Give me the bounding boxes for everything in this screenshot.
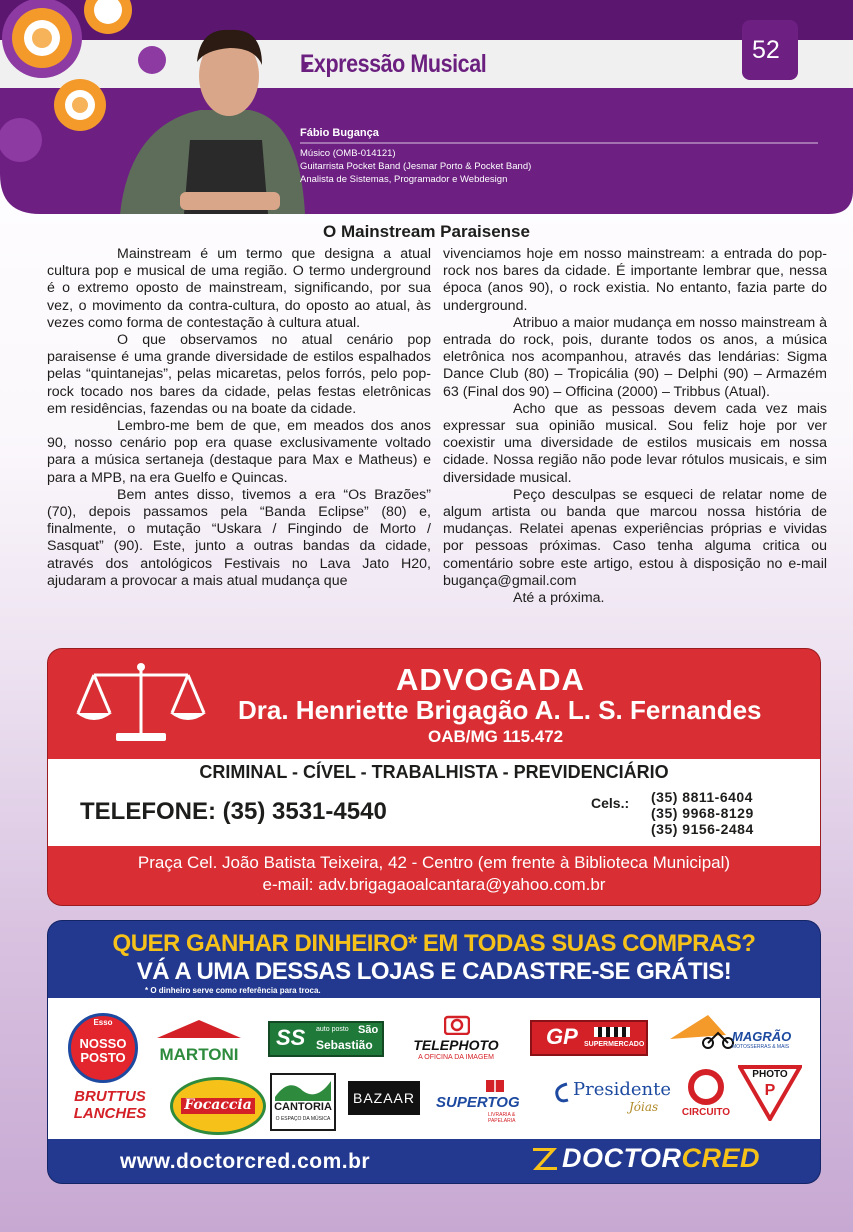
brand-part: DOCTOR [562, 1143, 682, 1173]
cell-number: (35) 9968-8129 [651, 805, 754, 821]
logo-text: Presidente [573, 1079, 672, 1100]
ad-title: ADVOGADA [396, 662, 585, 697]
logo-text: CANTORIA [274, 1101, 332, 1113]
circuito-logo [678, 1067, 734, 1123]
logo-text: LANCHES [73, 1105, 147, 1122]
paragraph: Atribuo a maior mudança em nosso mainstream à entrada do rock, pois, durante todos os anos, a música eletrônica nos acompanhou, através das lendárias: Sigma Dance Club (80) – Tropicália (90) – Delphi (90) – Armazém 63 (Final dos 90) – Officina (2000) – Tribbus (Atual). [443, 314, 827, 400]
ad-footnote: * O dinheiro serve como referência para troca. [145, 986, 321, 995]
logo-text: BAZAAR [352, 1090, 415, 1106]
cell-label: Cels.: [591, 795, 630, 811]
author-name: Fábio Bugança [300, 127, 379, 139]
logo-text: auto posto [316, 1026, 349, 1033]
logo-text: NOSSO [79, 1036, 127, 1051]
logo-text: LIVRARIA & PAPELARIA [488, 1112, 516, 1124]
camera-icon [444, 1013, 470, 1035]
article-title: O Mainstream Paraisense [323, 222, 530, 241]
email: e-mail: adv.brigagaoalcantara@yahoo.com.br [262, 875, 606, 894]
logo-text: MAGRÃO [732, 1029, 792, 1044]
swirl-icon [553, 1081, 571, 1105]
logo-text: O ESPAÇO DA MÚSICA [275, 1116, 331, 1122]
paragraph-continuation: vivenciamos hoje em nosso mainstream: a entrada do pop-rock nos bares da cidade. É importante lembrar que, nessa época (anos 90), o rock existia. No entanto, fazia parte do underground. [443, 246, 827, 314]
page-header [0, 0, 853, 214]
gp-supermercado-logo [530, 1020, 648, 1056]
logo-text: PHOTO [752, 1069, 788, 1080]
paragraph: Peço desculpas se esqueci de relatar nome de algum artista ou banda que marcou nossa história de mudanças. Relatei apenas experiências próprias e vividas por pessoas próximas. Caso tenha alguma critica ou comentário sobre este artigo, estou à disposição no e-mail bugança@gmail.com [443, 486, 827, 589]
author-credential: Guitarrista Pocket Band (Jesmar Porto & Pocket Band) [300, 161, 532, 172]
cell-number: (35) 9156-2484 [651, 821, 754, 837]
paragraph: Mainstream é um termo que designa a atual cultura pop e musical de uma região. O termo underground é o extremo oposto de mainstream, significando, por sua vez, o movimento da contra-cultura, do oposto ao atual, às vezes como forma de contestação à cultura atual. [47, 246, 431, 331]
wave-icon [275, 1077, 331, 1101]
presidente-joias-logo [553, 1075, 673, 1121]
article-column-left [47, 246, 431, 590]
paragraph: O que observamos no atual cenário pop paraisense é uma grande diversidade de estilos espalhados pelas “quintanejas”, pelas micaretas, pelos forrós, pelo pop-rock tocado nos bares da cidade, pelas festas eletrônicas em residências, fazendas ou na boate da cidade. [47, 332, 431, 417]
photo-boutique-logo [738, 1063, 802, 1121]
doctorcred-advertisement [48, 921, 820, 1183]
martoni-logo [153, 1018, 245, 1064]
logo-text: BRUTTUS [74, 1088, 146, 1105]
author-credential: Músico (OMB-014121) [300, 148, 396, 159]
logo-text: POSTO [80, 1050, 126, 1065]
focaccia-logo [170, 1077, 266, 1135]
telephoto-logo [400, 1013, 512, 1065]
practice-areas: CRIMINAL - CÍVEL - TRABALHISTA - PREVIDENCIÁRIO [199, 762, 669, 782]
book-icon [484, 1078, 506, 1094]
nosso-posto-logo [68, 1013, 138, 1083]
bruttus-lanches-logo [62, 1088, 158, 1128]
cantoria-logo [270, 1073, 336, 1131]
logo-text: A OFICINA DA IMAGEM [418, 1054, 494, 1061]
lawyer-advertisement [48, 649, 820, 905]
posto-sao-sebastiao-logo [268, 1021, 384, 1057]
logo-text: TELEPHOTO [413, 1037, 499, 1053]
logo-text: MARTONI [159, 1045, 239, 1064]
paragraph: Acho que as pessoas devem cada vez mais expressar sua opinião musical. Sou feliz hoje por ver coexistir uma diversidade de estilos musicais em nossa cidade. Nossa região não pode levar rótulos musicais, e sim diversidade musical. [443, 400, 827, 486]
ad-headline: QUER GANHAR DINHEIRO* EM TODAS SUAS COMPRAS? [112, 930, 756, 957]
section-title: Expressão Musical [300, 50, 487, 78]
paragraph: Até a próxima. [513, 590, 605, 607]
author-credential: Analista de Sistemas, Programador e Webdesign [300, 174, 508, 185]
power-ring-icon [678, 1067, 734, 1107]
article-column-right [443, 246, 827, 607]
brand-part: CRED [681, 1143, 761, 1173]
doctorcred-brand [562, 1143, 760, 1174]
address: Praça Cel. João Batista Teixeira, 42 - Centro (em frente à Biblioteca Municipal) [137, 853, 731, 872]
logo-text: SUPERTOG [436, 1094, 520, 1111]
lawyer-name: Dra. Henriette Brigagão A. L. S. Fernandes [238, 695, 762, 725]
logo-text: São [358, 1024, 379, 1036]
scales-of-justice-icon [76, 661, 206, 747]
logo-text: SS [276, 1025, 306, 1050]
ad-subheadline: VÁ A UMA DESSAS LOJAS E CADASTRE-SE GRÁTIS! [136, 958, 732, 985]
paragraph: Lembro-me bem de que, em meados dos anos 90, nosso cenário pop era quase exclusivamente voltado para a música sertaneja (destaque para Max e Matheus) e para a MPB, na era Guelfo e Quincas. [47, 418, 431, 486]
paragraph: Bem antes disso, tivemos a era “Os Brazões” (70), depois passamos pela “Banda Eclipse” (80) e, finalmente, o mutação “Uskara / Fingindo de Morto / Sasquat” (90). Este, junto a outras bandas da cidade, através dos antológicos Festivais no Lava Jato H20, ajudaram a provocar a mais atual mudança que [47, 486, 431, 589]
oab-number: OAB/MG 115.472 [428, 727, 564, 746]
logo-text: GP [546, 1024, 578, 1049]
cell-number: (35) 8811-6404 [651, 789, 753, 805]
bazaar-logo [348, 1081, 420, 1115]
logo-text: Sebastião [316, 1038, 373, 1052]
website-url[interactable]: www.doctorcred.com.br [120, 1150, 371, 1173]
logo-text: Jóias [629, 1100, 659, 1114]
phone-number: TELEFONE: (35) 3531-4540 [80, 798, 387, 825]
logo-text: MOTOSSERRAS & MAIS [732, 1044, 790, 1050]
checkered-flag-icon [594, 1027, 630, 1037]
page-number: 52 [752, 36, 780, 64]
logo-text: P [764, 1082, 776, 1099]
logo-text: CIRCUITO [681, 1107, 731, 1118]
supertog-logo [436, 1078, 538, 1124]
doctorcred-z-icon [530, 1143, 560, 1173]
logo-text: Focaccia [184, 1097, 252, 1113]
logo-text: Esso [93, 1018, 113, 1027]
logo-text: SUPERMERCADO [584, 1041, 645, 1048]
roof-icon [153, 1018, 245, 1040]
magrao-logo [668, 1009, 808, 1067]
